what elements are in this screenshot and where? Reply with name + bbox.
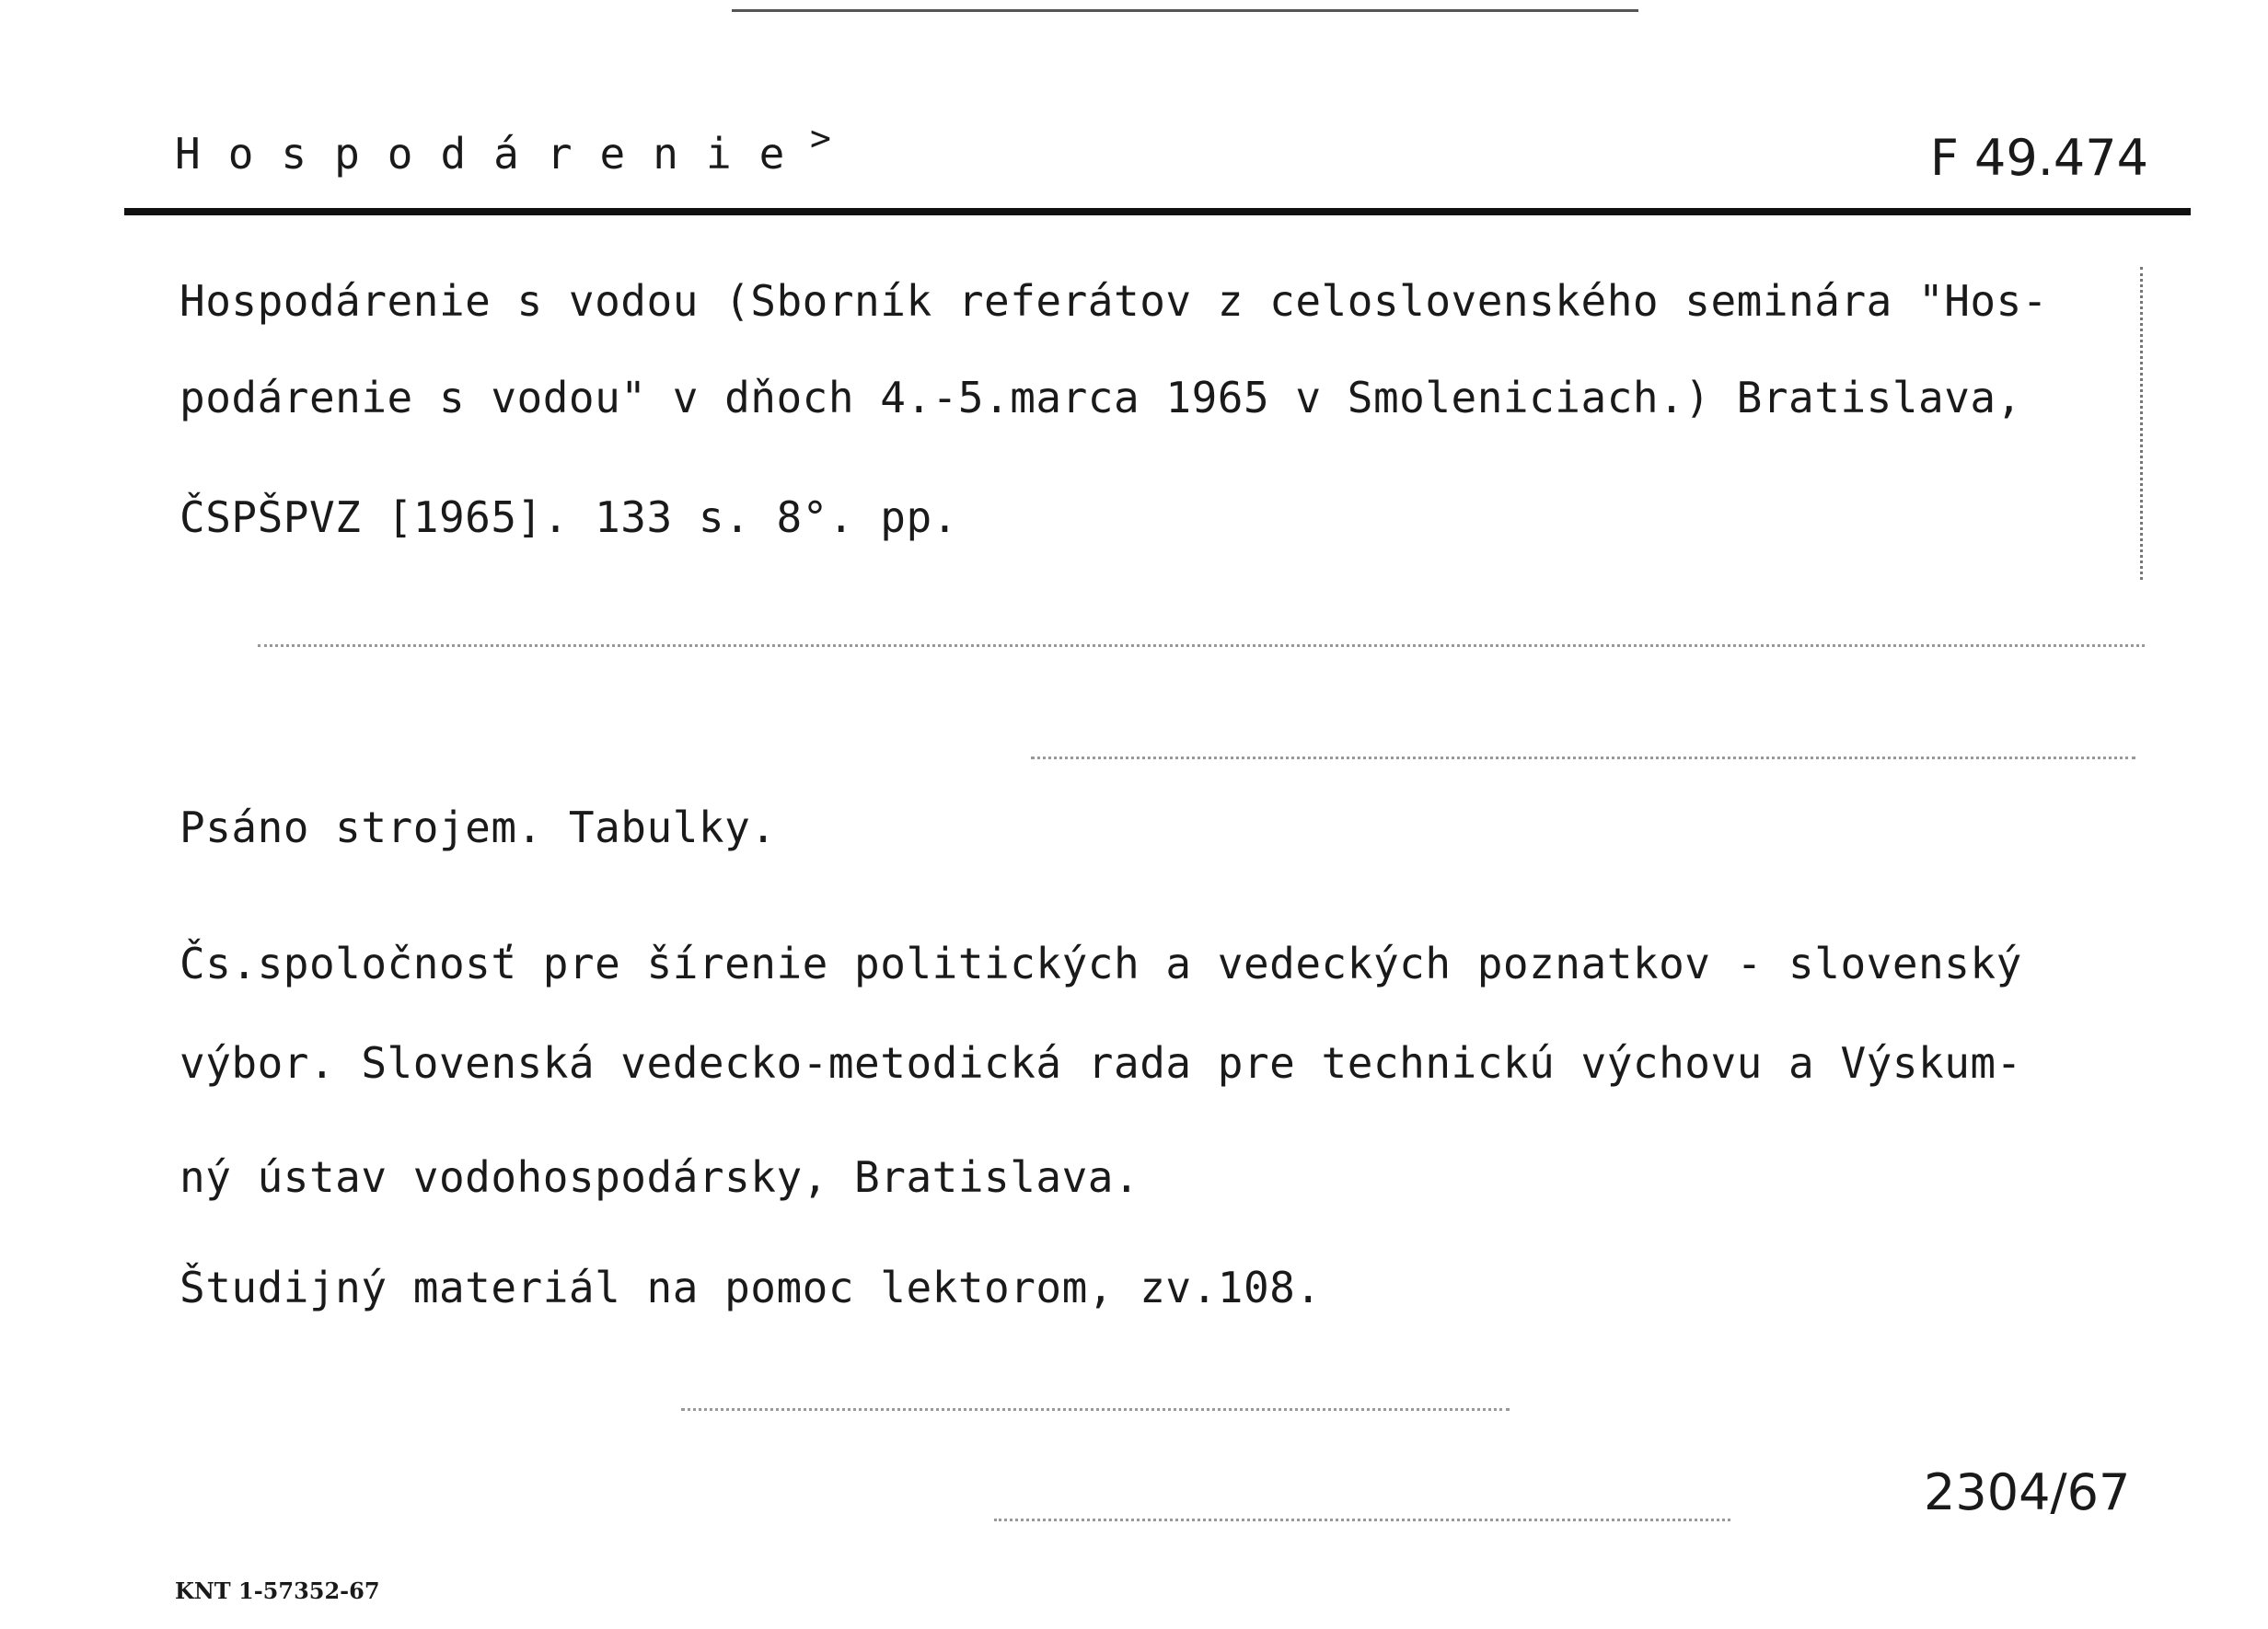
- dotted-guide-row: [994, 1519, 1730, 1521]
- print-code: KNT 1-57352-67: [175, 1577, 380, 1604]
- subject-heading: Hospodárenie: [175, 129, 813, 179]
- entry-line-1: Hospodárenie s vodou (Sborník referátov z celoslovenského seminára "Hos-: [179, 276, 2048, 326]
- dotted-guide-row: [1031, 757, 2135, 759]
- dotted-guide-row: [258, 644, 2145, 647]
- dotted-guide-row: [681, 1408, 1510, 1411]
- publisher-line-3: ný ústav vodohospodársky, Bratislava.: [179, 1152, 1140, 1202]
- top-edge-rule: [732, 9, 1638, 12]
- entry-line-2: podárenie s vodou" v dňoch 4.-5.marca 1965 v Smoleniciach.) Bratislava,: [179, 373, 2022, 422]
- heading-bracket-mark: >: [810, 118, 831, 158]
- entry-line-3: ČSPŠPVZ [1965]. 133 s. 8°. pp.: [179, 492, 958, 542]
- series-line: Študijný materiál na pomoc lektorom, zv.108.: [179, 1263, 1322, 1312]
- publisher-line-2: výbor. Slovenská vedecko-metodická rada pre technickú výchovu a Výskum-: [179, 1038, 2022, 1088]
- right-margin-dots: [2140, 267, 2143, 580]
- call-number: F 49.474: [1929, 129, 2148, 187]
- accession-number: 2304/67: [1924, 1463, 2131, 1521]
- note-line: Psáno strojem. Tabulky.: [179, 803, 777, 852]
- publisher-line-1: Čs.spoločnosť pre šírenie politických a vedeckých poznatkov - slovenský: [179, 939, 2022, 988]
- header-rule: [124, 208, 2191, 215]
